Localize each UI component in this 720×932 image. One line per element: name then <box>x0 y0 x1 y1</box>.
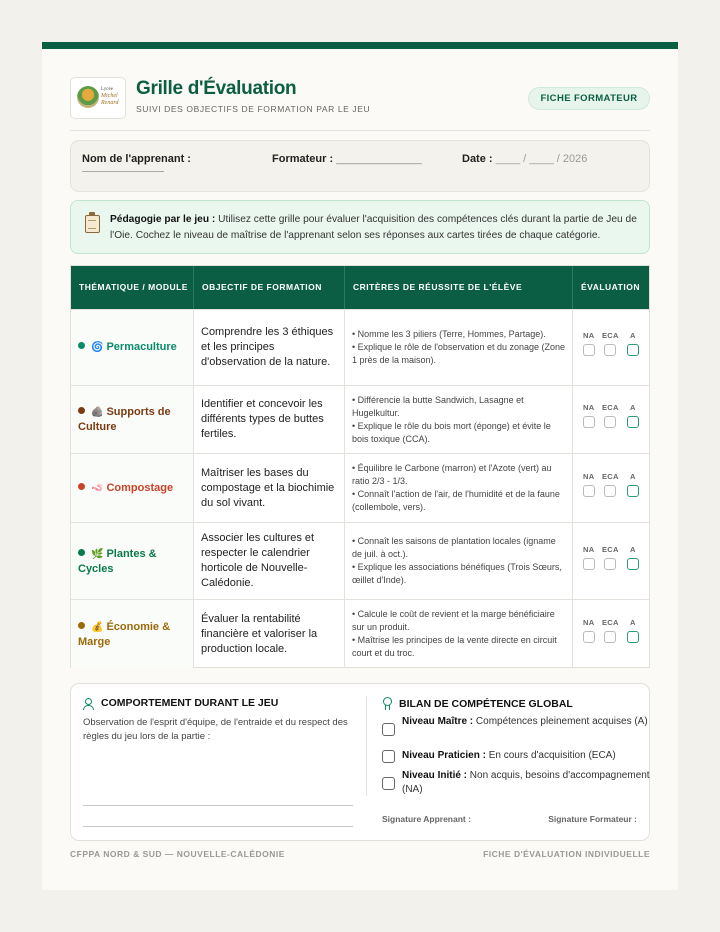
learner-name-field[interactable]: Nom de l'apprenant : <box>82 153 191 165</box>
eval-checkbox-a[interactable] <box>627 344 639 356</box>
writing-line-2[interactable] <box>83 826 353 827</box>
theme-name: Permaculture <box>106 341 177 353</box>
theme-cell <box>71 600 194 668</box>
objective-cell <box>194 310 345 385</box>
trainer-signature-label: Signature Formateur : <box>548 814 637 824</box>
learner-info-box <box>70 140 650 192</box>
table-row <box>71 309 649 385</box>
school-logo <box>70 77 126 119</box>
section-divider <box>366 696 367 796</box>
pedagogy-note <box>70 200 650 254</box>
logo-line1: Lycée <box>101 87 113 92</box>
top-accent-bar <box>42 42 678 49</box>
trainer-field[interactable]: Formateur : ______________ <box>272 153 422 165</box>
eval-label-na: NA <box>583 331 595 340</box>
theme-cell <box>71 310 194 385</box>
tree-logo-icon <box>77 86 99 108</box>
eval-label-eca: ECA <box>602 403 619 412</box>
objective-text: Évaluer la rentabilité financière et valoriser la production locale. <box>201 612 318 655</box>
pedagogy-text: Pédagogie par le jeu : Utilisez cette grille pour évaluer l'acquisition des compétences clés durant la partie de Jeu de l'Oie. Cochez le niveau de maîtrise de l'apprenant selon ses réponses aux cartes tirées de chaque catégorie. <box>110 214 637 241</box>
theme-label <box>78 405 189 434</box>
objective-text: Associer les cultures et respecter le calendrier horticole de Nouvelle-Calédonie. <box>201 532 315 589</box>
eval-label-a: A <box>630 331 636 340</box>
criteria-text: • Connaît les saisons de plantation locales (igname de juil. à oct.). • Explique les associations bénéfiques (Trois Sœurs, œillet d'Inde). <box>352 536 562 585</box>
level-initiate-label: Niveau Initié : Non acquis, besoins d'accompagnement (NA) <box>402 770 650 795</box>
header-divider <box>70 130 650 131</box>
evaluation-cell <box>573 600 649 668</box>
eval-checkbox-a[interactable] <box>627 416 639 428</box>
eval-checkbox-a[interactable] <box>627 631 639 643</box>
evaluation-group <box>573 472 649 506</box>
medal-icon <box>382 697 392 710</box>
evaluation-table <box>70 265 650 668</box>
criteria-text: • Différencie la butte Sandwich, Lasagne et Hugelkultur. • Explique le rôle du bois mort (éponge) et évite le bois toxique (CCA). <box>352 394 551 444</box>
eval-label-a: A <box>630 617 636 627</box>
objective-text: Identifier et concevoir les différents types de buttes fertiles. <box>201 398 324 440</box>
theme-cell <box>71 523 194 599</box>
theme-label <box>78 547 189 576</box>
theme-dot <box>78 407 85 414</box>
theme-label <box>78 481 173 496</box>
header-theme: THÉMATIQUE / MODULE <box>71 266 194 309</box>
criteria-cell <box>345 454 573 522</box>
evaluation-sheet <box>42 42 678 890</box>
criteria-text: • Équilibre le Carbone (marron) et l'Azote (vert) au ratio 2/3 - 1/3. • Connaît l'action de l'air, de l'humidité et de la faune (collembole, vers). <box>352 463 560 512</box>
rock-icon: 🪨 <box>91 407 104 418</box>
level-master-label: Niveau Maître : Compétences pleinement acquises (A) <box>402 716 648 727</box>
level-practitioner-checkbox[interactable] <box>382 750 395 763</box>
eval-checkbox-eca[interactable] <box>604 416 616 428</box>
eval-label-na: NA <box>583 471 595 481</box>
trainer-sheet-badge: FICHE FORMATEUR <box>528 87 650 110</box>
theme-label <box>78 620 189 649</box>
criteria-cell <box>345 386 573 453</box>
eval-label-na: NA <box>583 544 595 554</box>
leaf-icon: 🌿 <box>91 548 104 560</box>
eval-checkbox-a[interactable] <box>627 558 639 570</box>
eval-label-na: NA <box>583 403 595 412</box>
criteria-text: • Nomme les 3 piliers (Terre, Hommes, Partage). • Explique le rôle de l'observation et du zonage (Zone 1 près de la maison). <box>352 329 566 365</box>
header-evaluation: ÉVALUATION <box>581 282 640 292</box>
table-row <box>71 385 649 453</box>
theme-dot <box>78 483 85 490</box>
page-title: Grille d'Évaluation <box>136 78 297 99</box>
eval-label-eca: ECA <box>602 544 619 554</box>
eval-checkbox-eca[interactable] <box>604 631 616 643</box>
writing-line-1[interactable] <box>83 805 353 806</box>
objective-cell <box>194 523 345 599</box>
page-subtitle: SUIVI DES OBJECTIFS DE FORMATION PAR LE JEU <box>136 104 371 114</box>
eval-checkbox-eca[interactable] <box>604 344 616 356</box>
eval-label-na: NA <box>583 617 595 627</box>
eval-checkbox-na[interactable] <box>583 558 595 570</box>
evaluation-cell <box>573 454 649 522</box>
table-row <box>71 522 649 599</box>
theme-dot <box>78 622 85 629</box>
spiral-icon: 🌀 <box>91 342 104 353</box>
evaluation-group <box>573 403 649 437</box>
evaluation-group <box>573 331 649 365</box>
theme-name: Supports de Culture <box>78 406 171 433</box>
eval-label-a: A <box>630 403 636 412</box>
evaluation-cell <box>573 523 649 599</box>
eval-checkbox-na[interactable] <box>583 344 595 356</box>
objective-text: Comprendre les 3 éthiques et les principes d'observation de la nature. <box>201 326 334 368</box>
eval-checkbox-na[interactable] <box>583 485 595 497</box>
eval-checkbox-eca[interactable] <box>604 485 616 497</box>
student-signature-label: Signature Apprenant : <box>382 814 471 824</box>
money-bag-icon: 💰 <box>91 621 104 633</box>
date-field[interactable]: Date : ____ / ____ / 2026 <box>462 153 588 165</box>
worm-icon: 🪱 <box>91 482 104 494</box>
behavior-heading: COMPORTEMENT DURANT LE JEU <box>83 697 278 709</box>
theme-cell <box>71 386 194 453</box>
theme-name: Économie & Marge <box>78 620 171 648</box>
theme-dot <box>78 342 85 349</box>
theme-dot <box>78 549 85 556</box>
eval-label-a: A <box>630 544 636 554</box>
footer-organization: CFPPA NORD & SUD — NOUVELLE-CALÉDONIE <box>70 849 285 859</box>
logo-line2: Michel Renard <box>101 93 119 106</box>
eval-label-eca: ECA <box>602 331 619 340</box>
people-icon <box>83 698 96 709</box>
eval-label-eca: ECA <box>602 471 619 481</box>
evaluation-group <box>573 545 649 579</box>
criteria-cell <box>345 600 573 668</box>
header-objective: OBJECTIF DE FORMATION <box>194 266 345 309</box>
bottom-section <box>70 683 650 841</box>
level-initiate-checkbox[interactable] <box>382 777 395 790</box>
learner-name-line <box>82 171 164 172</box>
header-criteria: CRITÈRES DE RÉUSSITE DE L'ÉLÈVE <box>345 266 573 309</box>
clipboard-icon <box>85 215 100 233</box>
eval-checkbox-na[interactable] <box>583 416 595 428</box>
theme-name: Compostage <box>106 481 174 494</box>
table-row <box>71 599 649 668</box>
table-header <box>71 266 649 309</box>
evaluation-cell <box>573 386 649 453</box>
theme-label <box>78 340 177 355</box>
eval-checkbox-eca[interactable] <box>604 558 616 570</box>
criteria-cell <box>345 310 573 385</box>
eval-checkbox-na[interactable] <box>583 631 595 643</box>
evaluation-cell <box>573 310 649 385</box>
level-master-checkbox[interactable] <box>382 723 395 736</box>
objective-cell <box>194 600 345 668</box>
summary-heading: BILAN DE COMPÉTENCE GLOBAL <box>382 697 573 710</box>
criteria-cell <box>345 523 573 599</box>
criteria-text: • Calcule le coût de revient et la marge bénéficiaire sur un produit. • Maîtrise les principes de la vente directe en circuit court et du troc. <box>352 609 557 658</box>
table-row <box>71 453 649 522</box>
objective-cell <box>194 386 345 453</box>
eval-label-eca: ECA <box>602 617 619 627</box>
eval-checkbox-a[interactable] <box>627 485 639 497</box>
evaluation-group <box>573 618 649 652</box>
theme-name: Plantes & Cycles <box>78 547 157 575</box>
theme-cell <box>71 454 194 522</box>
level-practitioner-label: Niveau Praticien : En cours d'acquisition (ECA) <box>402 750 616 761</box>
eval-label-a: A <box>630 471 636 481</box>
objective-cell <box>194 454 345 522</box>
footer-doc-type: FICHE D'ÉVALUATION INDIVIDUELLE <box>483 849 650 859</box>
objective-text: Maîtriser les bases du compostage et la biochimie du sol vivant. <box>201 466 335 509</box>
behavior-description: Observation de l'esprit d'équipe, de l'entraide et du respect des règles du jeu lors de la partie : <box>83 717 348 742</box>
